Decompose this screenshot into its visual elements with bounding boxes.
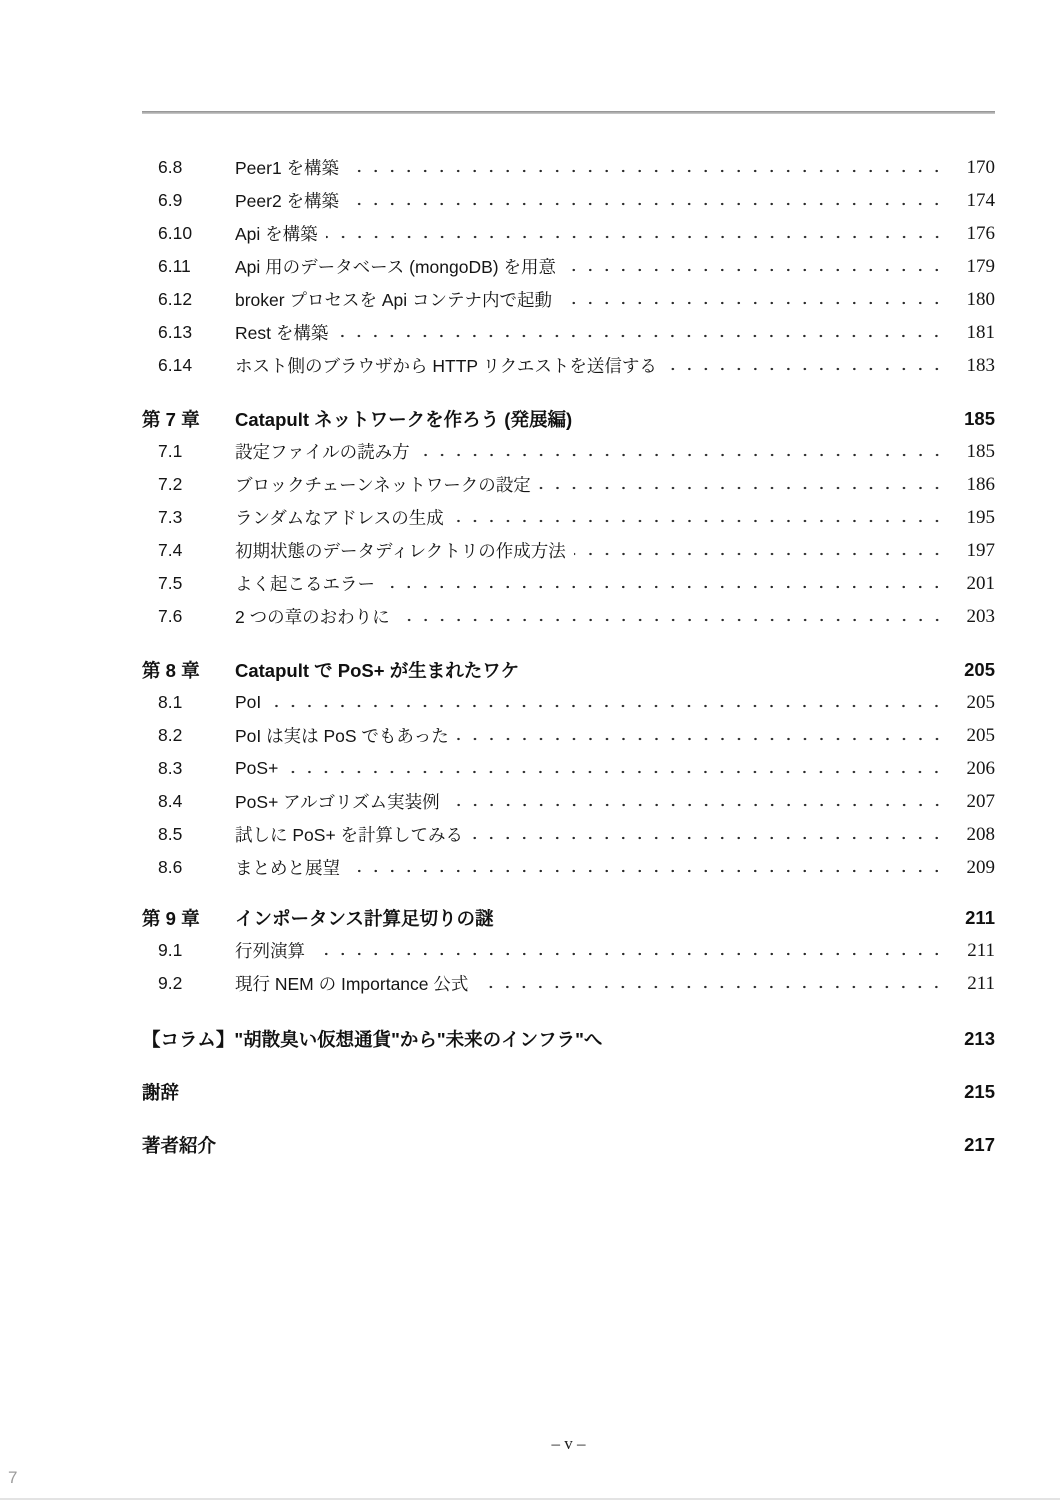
toc-entry[interactable] [142,851,995,884]
entry-number: 7.1 [158,441,183,461]
dot-leader [418,435,945,468]
chapter-label: 第 8 章 [142,659,200,681]
toc-entry[interactable] [142,818,995,851]
chapter-title: Catapult で PoS+ が生まれたワケ [235,659,520,681]
entry-title: Peer1 を構築 [235,158,340,178]
entry-page-number: 179 [966,255,995,277]
entry-number: 6.10 [158,223,193,243]
entry-title: ランダムなアドレスの生成 [235,508,444,528]
entry-title: ホスト側のブラウザから HTTP リクエストを送信する [235,356,657,376]
extra-page-number: 213 [964,1027,995,1049]
dot-leader [313,934,945,967]
toc-entry[interactable] [142,752,995,785]
entry-number: 8.2 [158,725,183,745]
toc-extra-entry[interactable] [142,1022,995,1055]
entry-page-number: 170 [966,156,995,178]
chapter-page-number: 211 [965,906,995,928]
entry-number: 8.4 [158,791,183,811]
dot-leader [476,967,945,1000]
entry-page-number: 209 [966,856,995,878]
toc-entry[interactable] [142,468,995,501]
entry-title: broker プロセスを Api コンテナ内で起動 [235,290,552,310]
entry-number: 6.11 [158,256,191,276]
entry-number: 6.8 [158,157,183,177]
entry-page-number: 208 [966,823,995,845]
entry-title: よく起こるエラー [235,574,375,594]
chapter-page-number: 185 [964,407,995,429]
entry-page-number: 176 [966,222,995,244]
entry-page-number: 197 [966,539,995,561]
dot-leader [574,534,945,567]
entry-title: 設定ファイルの読み方 [235,442,410,462]
entry-title: Rest を構築 [235,323,329,343]
entry-number: 7.5 [158,573,183,593]
dot-leader [457,719,945,752]
toc-chapter-heading[interactable] [142,653,995,686]
entry-number: 8.3 [158,758,183,778]
entry-number: 7.3 [158,507,183,527]
dot-leader [539,468,945,501]
entry-number: 9.2 [158,973,183,993]
entry-number: 9.1 [158,940,183,960]
extra-page-number: 215 [964,1080,995,1102]
entry-number: 7.6 [158,606,183,626]
toc-entry[interactable] [142,250,995,283]
dot-leader [336,316,945,349]
entry-page-number: 206 [966,757,995,779]
toc-entry[interactable] [142,719,995,752]
extra-title: 著者紹介 [142,1134,217,1156]
chapter-label: 第 7 章 [142,408,200,430]
entry-title: PoI は実は PoS でもあった [235,726,449,746]
toc-entry[interactable] [142,184,995,217]
entry-page-number: 201 [966,572,995,594]
entry-page-number: 207 [966,790,995,812]
entry-title: 試しに PoS+ を計算してみる [235,825,464,845]
entry-title: まとめと展望 [235,858,340,878]
chapter-title: インポータンス計算足切りの謎 [235,907,494,929]
toc-entry[interactable] [142,600,995,633]
extra-page-number: 217 [964,1133,995,1155]
dot-leader [269,686,945,719]
toc-entry[interactable] [142,967,995,1000]
toc-entry[interactable] [142,435,995,468]
table-of-contents [142,0,995,1161]
entry-page-number: 180 [966,288,995,310]
entry-page-number: 183 [966,354,995,376]
chapter-label: 第 9 章 [142,907,200,929]
entry-page-number: 185 [966,440,995,462]
toc-entry[interactable] [142,534,995,567]
dot-leader [448,785,945,818]
toc-extra-entry[interactable] [142,1128,995,1161]
entry-number: 6.12 [158,289,193,309]
entry-page-number: 174 [966,189,995,211]
toc-chapter-heading[interactable] [142,402,995,435]
entry-page-number: 205 [966,691,995,713]
entry-page-number: 211 [967,939,995,961]
entry-title: PoS+ アルゴリズム実装例 [235,792,440,812]
dot-leader [398,600,945,633]
dot-leader [560,283,945,316]
dot-leader [348,851,945,884]
extra-title: 【コラム】"胡散臭い仮想通貨"から"未来のインフラ"へ [142,1028,603,1050]
toc-entry[interactable] [142,316,995,349]
entry-page-number: 203 [966,605,995,627]
dot-leader [347,184,945,217]
dot-leader [452,501,945,534]
dot-leader [665,349,945,382]
entry-title: PoS+ [235,758,279,778]
toc-entry[interactable] [142,567,995,600]
entry-number: 6.13 [158,322,193,342]
entry-number: 6.14 [158,355,193,375]
dot-leader [383,567,945,600]
entry-page-number: 181 [966,321,995,343]
dot-leader [347,151,945,184]
entry-number: 8.5 [158,824,183,844]
dot-leader [286,752,945,785]
dot-leader [471,818,945,851]
chapter-title: Catapult ネットワークを作ろう (発展編) [235,408,573,430]
entry-title: Peer2 を構築 [235,191,340,211]
entry-title: 現行 NEM の Importance 公式 [235,974,469,994]
entry-title: Api を構築 [235,224,318,244]
toc-entry[interactable] [142,217,995,250]
entry-title: ブロックチェーンネットワークの設定 [235,475,531,495]
entry-number: 6.9 [158,190,183,210]
entry-title: PoI [235,692,262,712]
entry-title: 初期状態のデータディレクトリの作成方法 [235,541,566,561]
entry-page-number: 195 [966,506,995,528]
toc-extra-entry[interactable] [142,1075,995,1108]
entry-number: 7.2 [158,474,183,494]
toc-entry[interactable] [142,349,995,382]
entry-number: 7.4 [158,540,183,560]
entry-title: 行列演算 [235,941,305,961]
extra-title: 謝辞 [142,1081,180,1103]
entry-page-number: 211 [967,972,995,994]
toc-entry[interactable] [142,501,995,534]
toc-entry[interactable] [142,283,995,316]
chapter-page-number: 205 [964,658,995,680]
toc-entry[interactable] [142,686,995,719]
entry-page-number: 205 [966,724,995,746]
entry-number: 8.6 [158,857,183,877]
page-footer-roman-numeral: – v – [551,1434,586,1453]
entry-title: 2 つの章のおわりに [235,607,390,627]
dot-leader [326,217,945,250]
toc-chapter-heading[interactable] [142,901,995,934]
entry-title: Api 用のデータベース (mongoDB) を用意 [235,257,556,277]
entry-page-number: 186 [966,473,995,495]
toc-entry[interactable] [142,151,995,184]
toc-entry[interactable] [142,785,995,818]
dot-leader [564,250,945,283]
corner-page-index: 7 [8,1468,18,1487]
entry-number: 8.1 [158,692,183,712]
toc-entry[interactable] [142,934,995,967]
